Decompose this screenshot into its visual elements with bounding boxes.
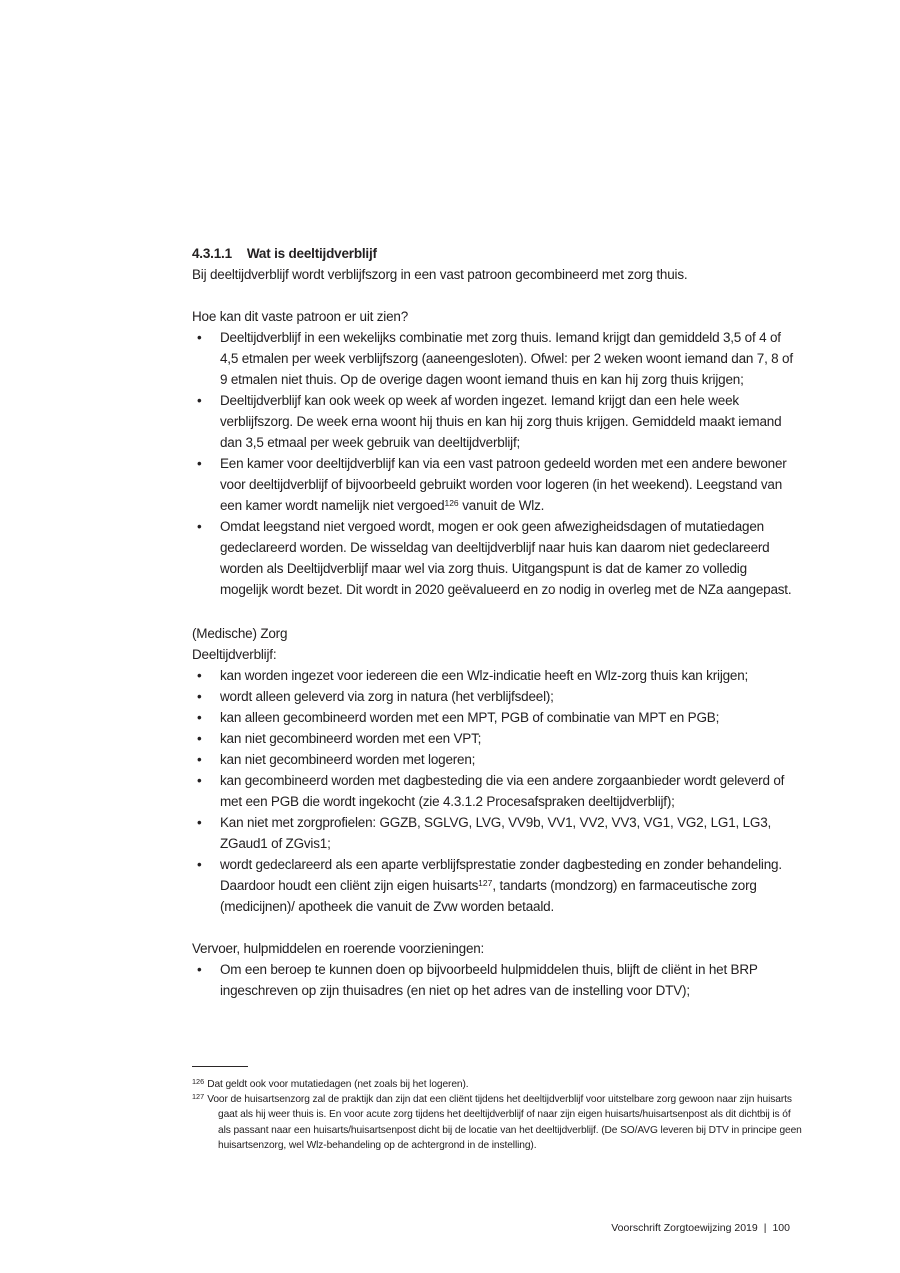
- list-item: [192, 686, 796, 707]
- footnote-marker: 127: [192, 1092, 205, 1102]
- bullet-text: Kan niet met zorgprofielen: GGZB, SGLVG, LVG, VV9b, VV1, VV2, VV3, VG1, VG2, LG1, LG3, ZGaud1 of ZGvis1;: [220, 815, 772, 851]
- list-item: [192, 728, 796, 749]
- bullet-text: Deeltijdverblijf in een wekelijks combinatie met zorg thuis. Iemand krijgt dan gemiddeld 3,5 of 4 of 4,5 etmalen per week verblijfszorg (aaneengesloten). Ofwel: per 2 weken woont iemand dan 7, 8 of 9 etmalen niet thuis. Op de overige dagen woont iemand thuis en kan hij zorg thuis krijgen;: [220, 330, 793, 387]
- medical-heading: (Medische) Zorg: [192, 626, 288, 641]
- footer-separator: |: [763, 1222, 767, 1234]
- footnote-text: Voor de huisartsenzorg zal de praktijk dan zijn dat een cliënt tijdens het deeltijdverblijf voor uitstelbare zorg gewoon naar zijn huisarts gaat als hij weer thuis is. En voor acute zorg tijdens het deeltijdverblijf of naar zijn eigen huisarts/huisartsenpost als dit dichtbij is óf als passant naar een huisarts/huisartsenpost dicht bij de locatie van het deeltijdverblijf. (De SO/AVG leveren bij DTV in principe geen huisartsenzorg, wel Wlz-behandeling op de achtergrond in de instelling).: [207, 1094, 802, 1151]
- list-item: [192, 854, 796, 917]
- page-footer: [611, 1222, 790, 1234]
- transport-bullet-list: [192, 959, 796, 1001]
- footnote-separator-rule: [192, 1066, 248, 1067]
- list-item: [192, 453, 796, 516]
- pattern-bullet-list: [192, 327, 796, 600]
- footnotes-area: [192, 1066, 804, 1153]
- medical-bullet-list: [192, 665, 796, 917]
- list-item: [192, 770, 796, 812]
- bullet-text: Omdat leegstand niet vergoed wordt, mogen er ook geen afwezigheidsdagen of mutatiedagen gedeclareerd worden. De wisseldag van deeltijdverblijf naar huis kan daarom niet gedeclareerd worden als Deeltijdverblijf maar wel via zorg thuis. Uitgangspunt is dat de kamer zo volledig mogelijk wordt bezet. Dit wordt in 2020 geëvalueerd en zo nodig in overleg met de NZa aangepast.: [220, 519, 792, 597]
- list-item: [192, 390, 796, 453]
- footnote-ref-126: 126: [444, 498, 459, 508]
- bullet-text: wordt gedeclareerd als een aparte verblijfsprestatie zonder dagbesteding en zonder behandeling. Daardoor houdt een cliënt zijn eigen huisarts: [220, 857, 782, 893]
- footer-page-number: 100: [772, 1222, 790, 1234]
- bullet-text: , tandarts (mondzorg) en farmaceutische zorg (medicijnen)/ apotheek die vanuit de Zvw worden betaald.: [220, 878, 757, 914]
- intro-paragraph: Bij deeltijdverblijf wordt verblijfszorg in een vast patroon gecombineerd met zorg thuis.: [192, 267, 688, 282]
- medical-subheading: Deeltijdverblijf:: [192, 647, 277, 662]
- list-item: [192, 749, 796, 770]
- footnote-text: Dat geldt ook voor mutatiedagen (net zoals bij het logeren).: [207, 1079, 469, 1090]
- list-item: [192, 707, 796, 728]
- bullet-text: kan alleen gecombineerd worden met een MPT, PGB of combinatie van MPT en PGB;: [220, 710, 720, 725]
- bullet-text: vanuit de Wlz.: [458, 498, 545, 513]
- section-heading: [192, 243, 796, 264]
- list-item: [192, 327, 796, 390]
- bullet-text: Deeltijdverblijf kan ook week op week af worden ingezet. Iemand krijgt dan een hele week verblijfszorg. De week erna woont hij thuis en kan hij zorg thuis krijgen. Gemiddeld maakt iemand dan 3,5 etmaal per week gebruik van deeltijdverblijf;: [220, 393, 782, 450]
- list-item: [192, 959, 796, 1001]
- pattern-lead: Hoe kan dit vaste patroon er uit zien?: [192, 309, 409, 324]
- bullet-text: kan niet gecombineerd worden met logeren;: [220, 752, 476, 767]
- section-title: Wat is deeltijdverblijf: [246, 246, 377, 261]
- section-number: 4.3.1.1: [192, 246, 232, 261]
- footer-doc-title: Voorschrift Zorgtoewijzing 2019: [611, 1222, 758, 1234]
- bullet-text: Om een beroep te kunnen doen op bijvoorbeeld hulpmiddelen thuis, blijft de cliënt in het BRP ingeschreven op zijn thuisadres (en niet op het adres van de instelling voor DTV);: [220, 962, 758, 998]
- bullet-text: kan gecombineerd worden met dagbesteding die via een andere zorgaanbieder wordt geleverd of met een PGB die wordt ingekocht (zie 4.3.1.2 Procesafspraken deeltijdverblijf);: [220, 773, 785, 809]
- footnote-marker: 126: [192, 1077, 205, 1086]
- bullet-text: Een kamer voor deeltijdverblijf kan via een vast patroon gedeeld worden met een andere bewoner voor deeltijdverblijf of bijvoorbeeld gebruikt worden voor logeren (in het weekend). Leegstand van een kamer wordt namelijk niet vergoed: [220, 456, 787, 513]
- list-item: [192, 516, 796, 600]
- footnote-126: [192, 1077, 804, 1092]
- bullet-text: kan niet gecombineerd worden met een VPT;: [220, 731, 482, 746]
- footnote-ref-127: 127: [478, 878, 493, 888]
- transport-lead: Vervoer, hulpmiddelen en roerende voorzieningen:: [192, 941, 485, 956]
- bullet-text: wordt alleen geleverd via zorg in natura (het verblijfsdeel);: [220, 689, 554, 704]
- list-item: [192, 812, 796, 854]
- bullet-text: kan worden ingezet voor iedereen die een Wlz-indicatie heeft en Wlz-zorg thuis kan krijgen;: [220, 668, 749, 683]
- footnote-127: [192, 1092, 804, 1153]
- page-content: [192, 243, 796, 1001]
- list-item: [192, 665, 796, 686]
